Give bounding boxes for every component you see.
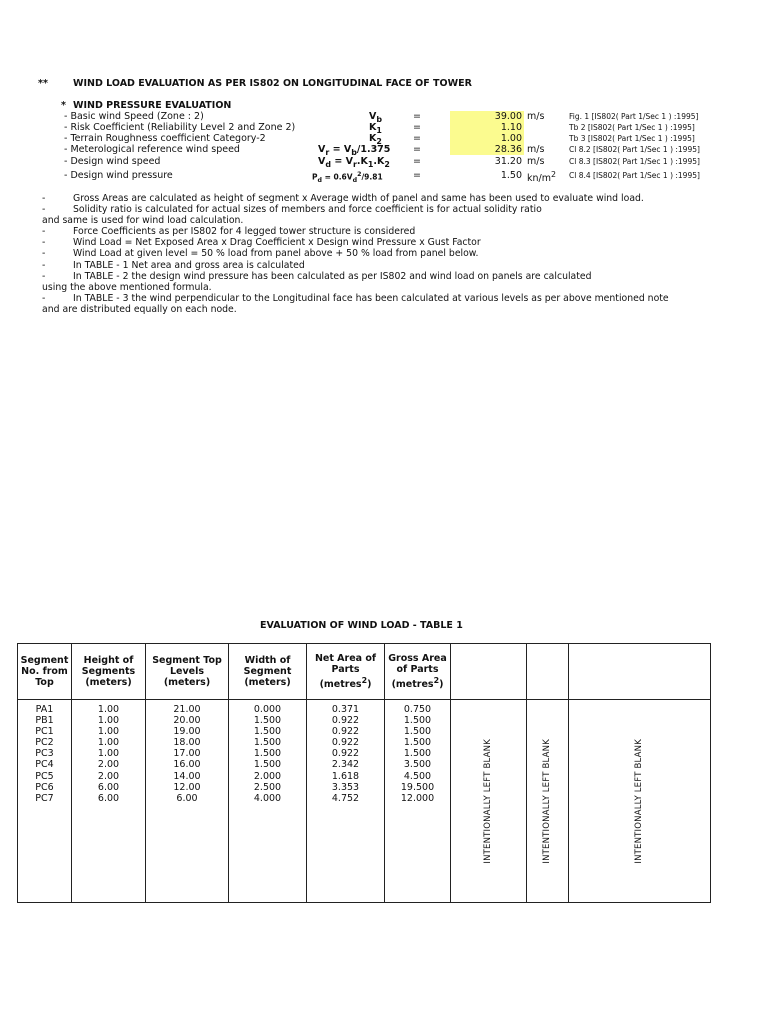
table-cell: 1.00 [97,715,120,727]
pressure-value: 31.20 [494,156,522,167]
table-cell: 4.752 [331,792,360,804]
table-cell: 20.00 [173,715,201,727]
blank-label: INTENTIONALLY LEFT BLANK [633,738,644,864]
table-cell: 14.00 [173,770,201,782]
table-cell: PC4 [35,759,54,771]
note-bullet: - [42,193,46,204]
top-level-column [146,700,229,903]
pressure-reference: Tb 2 [IS802( Part 1/Sec 1 ) :1995] [569,123,695,132]
pressure-value: 1.00 [450,133,524,144]
note-bullet: - [42,248,46,260]
blank-column-2 [527,700,569,903]
table-cell: 1.00 [97,737,120,749]
table-cell: 3.353 [331,781,360,793]
equals-sign: = [413,156,421,167]
table-cell: 0.750 [403,704,432,715]
table-cell: 1.00 [97,726,120,738]
note-text: In TABLE - 1 Net area and gross area is calculated [73,259,305,271]
note-text: Wind Load at given level = 50 % load from panel above + 50 % load from panel below. [73,248,479,260]
table-cell: 2.00 [97,770,120,782]
table-cell: PC7 [35,792,54,804]
gross-area-column [385,700,451,903]
table-cell: PC1 [35,726,54,738]
pressure-value: 28.36 [450,144,524,155]
col-header-gross-area: Gross Area of Parts (metres$^2$) [385,644,451,700]
pressure-label: - Terrain Roughness coefficient Category-2 [64,133,266,144]
col-header-net-area: Net Area of Parts (metres$^2$) [307,644,385,700]
col-header-empty [527,644,569,700]
pressure-reference: Cl 8.2 [IS802( Part 1/Sec 1 ) :1995] [569,145,700,154]
pressure-symbol: $V_b$ [369,111,383,124]
segment-column [18,700,72,903]
wind-load-table [17,643,711,903]
table-cell: 21.00 [173,704,201,715]
note-bullet: - [42,292,46,304]
note-item [42,204,669,226]
table-cell: 1.500 [403,737,432,749]
notes-list [42,193,669,315]
pressure-value: 1.50 [500,170,522,181]
table-cell: PC2 [35,737,54,749]
pressure-title: WIND PRESSURE EVALUATION [73,100,232,111]
table-cell: 1.618 [331,770,360,782]
blank-label: INTENTIONALLY LEFT BLANK [541,738,552,864]
width-column [229,700,307,903]
note-bullet: - [42,259,46,271]
pressure-label: - Design wind pressure [64,170,173,181]
table-cell: 4.000 [253,792,282,804]
table-cell: 19.00 [173,726,201,738]
table-cell: 2.00 [97,759,120,771]
pressure-symbol: $K_2$ [369,133,382,146]
note-text: and are distributed equally on each node. [42,303,237,315]
table-cell: PC3 [35,748,54,760]
note-item [42,193,669,204]
table-cell: 17.00 [173,748,201,760]
table-cell: 1.500 [403,715,432,727]
col-header-empty [569,644,711,700]
note-text: In TABLE - 3 the wind perpendicular to the Longitudinal face has been calculated at various levels as per above mentioned note [73,292,669,304]
pressure-reference: Tb 3 [IS802( Part 1/Sec 1 ) :1995] [569,134,695,143]
table-cell: 1.500 [253,748,282,760]
table-cell: 0.922 [331,748,360,760]
note-text: In TABLE - 2 the design wind pressure has been calculated as per IS802 and wind load on panels are calculated [73,270,592,282]
table-cell: 12.00 [173,781,201,793]
table-cell: 0.922 [331,726,360,738]
table-cell: 3.500 [403,759,432,771]
note-text: and same is used for wind load calculation. [42,215,244,227]
note-item [42,271,669,293]
table-cell: 1.500 [253,726,282,738]
table-cell: PC5 [35,770,54,782]
height-column [72,700,146,903]
pressure-reference: Cl 8.4 [IS802( Part 1/Sec 1 ) :1995] [569,171,700,180]
blank-column-1 [451,700,527,903]
col-header-top-level: Segment Top Levels (meters) [146,644,229,700]
table-cell: 2.500 [253,781,282,793]
table-cell: PA1 [35,704,54,715]
table-cell: 1.500 [253,759,282,771]
pressure-unit: $kn/m^2$ [527,170,557,185]
table-cell: 2.000 [253,770,282,782]
table-cell: 2.342 [331,759,360,771]
table-header-row [18,644,711,700]
note-text: using the above mentioned formula. [42,281,212,293]
table-cell: PB1 [35,715,54,727]
table-cell: 0.922 [331,715,360,727]
note-text: Force Coefficients as per IS802 for 4 legged tower structure is considered [73,226,416,238]
table-cell: 4.500 [403,770,432,782]
pressure-label: - Risk Coefficient (Reliability Level 2 and Zone 2) [64,122,296,133]
note-text: Gross Areas are calculated as height of segment x Average width of panel and same has been used to evaluate wind load. [73,193,644,204]
header-marker: ** [38,78,48,89]
table-cell: 0.922 [331,737,360,749]
pressure-unit: m/s [527,144,545,155]
table-cell: 0.371 [331,704,360,715]
pressure-label: - Meterological reference wind speed [64,144,240,155]
note-item [42,260,669,271]
note-bullet: - [42,226,46,238]
blank-label: INTENTIONALLY LEFT BLANK [482,738,493,864]
table-cell: 12.000 [400,792,435,804]
pressure-symbol: $K_1$ [369,122,382,135]
table-cell: 1.500 [253,737,282,749]
table-cell: 19.500 [400,781,435,793]
table1-title: EVALUATION OF WIND LOAD - TABLE 1 [260,620,463,631]
equals-sign: = [413,133,421,144]
pressure-value: 1.10 [450,122,524,133]
table-cell: 1.00 [97,704,120,715]
table-cell: 1.500 [403,748,432,760]
col-header-height: Height of Segments (meters) [72,644,146,700]
note-item [42,237,669,248]
pressure-marker: * [61,100,66,111]
table-cell: PC6 [35,781,54,793]
pressure-label: - Basic wind Speed (Zone : 2) [64,111,204,122]
col-header-width: Width of Segment (meters) [229,644,307,700]
table-cell: 6.00 [176,792,198,804]
note-item [42,293,669,315]
page-title: WIND LOAD EVALUATION AS PER IS802 ON LONGITUDINAL FACE OF TOWER [73,78,472,89]
note-item [42,248,669,259]
equals-sign: = [413,111,421,122]
note-bullet: - [42,270,46,282]
pressure-symbol: $V_r = V_b/1.375$ [318,144,391,157]
table-cell: 0.000 [253,704,282,715]
note-bullet: - [42,237,46,249]
pressure-label: - Design wind speed [64,156,161,167]
table-cell: 6.00 [97,792,120,804]
pressure-reference: Fig. 1 [IS802( Part 1/Sec 1 ) :1995] [569,112,699,121]
pressure-unit: m/s [527,111,545,122]
col-header-empty [451,644,527,700]
col-header-segment: Segment No. from Top [18,644,72,700]
table-cell: 1.00 [97,748,120,760]
equals-sign: = [413,170,421,181]
blank-column-3 [569,700,711,903]
pressure-value: 39.00 [450,111,524,122]
equals-sign: = [413,144,421,155]
pressure-unit: m/s [527,156,545,167]
table-cell: 16.00 [173,759,201,771]
note-text: Wind Load = Net Exposed Area x Drag Coefficient x Design wind Pressure x Gust Factor [73,237,481,249]
table-cell: 18.00 [173,737,201,749]
equals-sign: = [413,122,421,133]
table-body-row [18,700,711,903]
pressure-symbol: $V_d = V_r.K_1.K_2$ [318,156,390,169]
note-text: Solidity ratio is calculated for actual sizes of members and force coefficient is for actual solidity ratio [73,204,542,216]
pressure-symbol: $P_d = 0.6V_d^2/9.81$ [312,171,383,184]
note-item [42,226,669,237]
table-cell: 1.500 [253,715,282,727]
table-cell: 1.500 [403,726,432,738]
note-bullet: - [42,204,46,216]
pressure-reference: Cl 8.3 [IS802( Part 1/Sec 1 ) :1995] [569,157,700,166]
net-area-column [307,700,385,903]
table-cell: 6.00 [97,781,120,793]
